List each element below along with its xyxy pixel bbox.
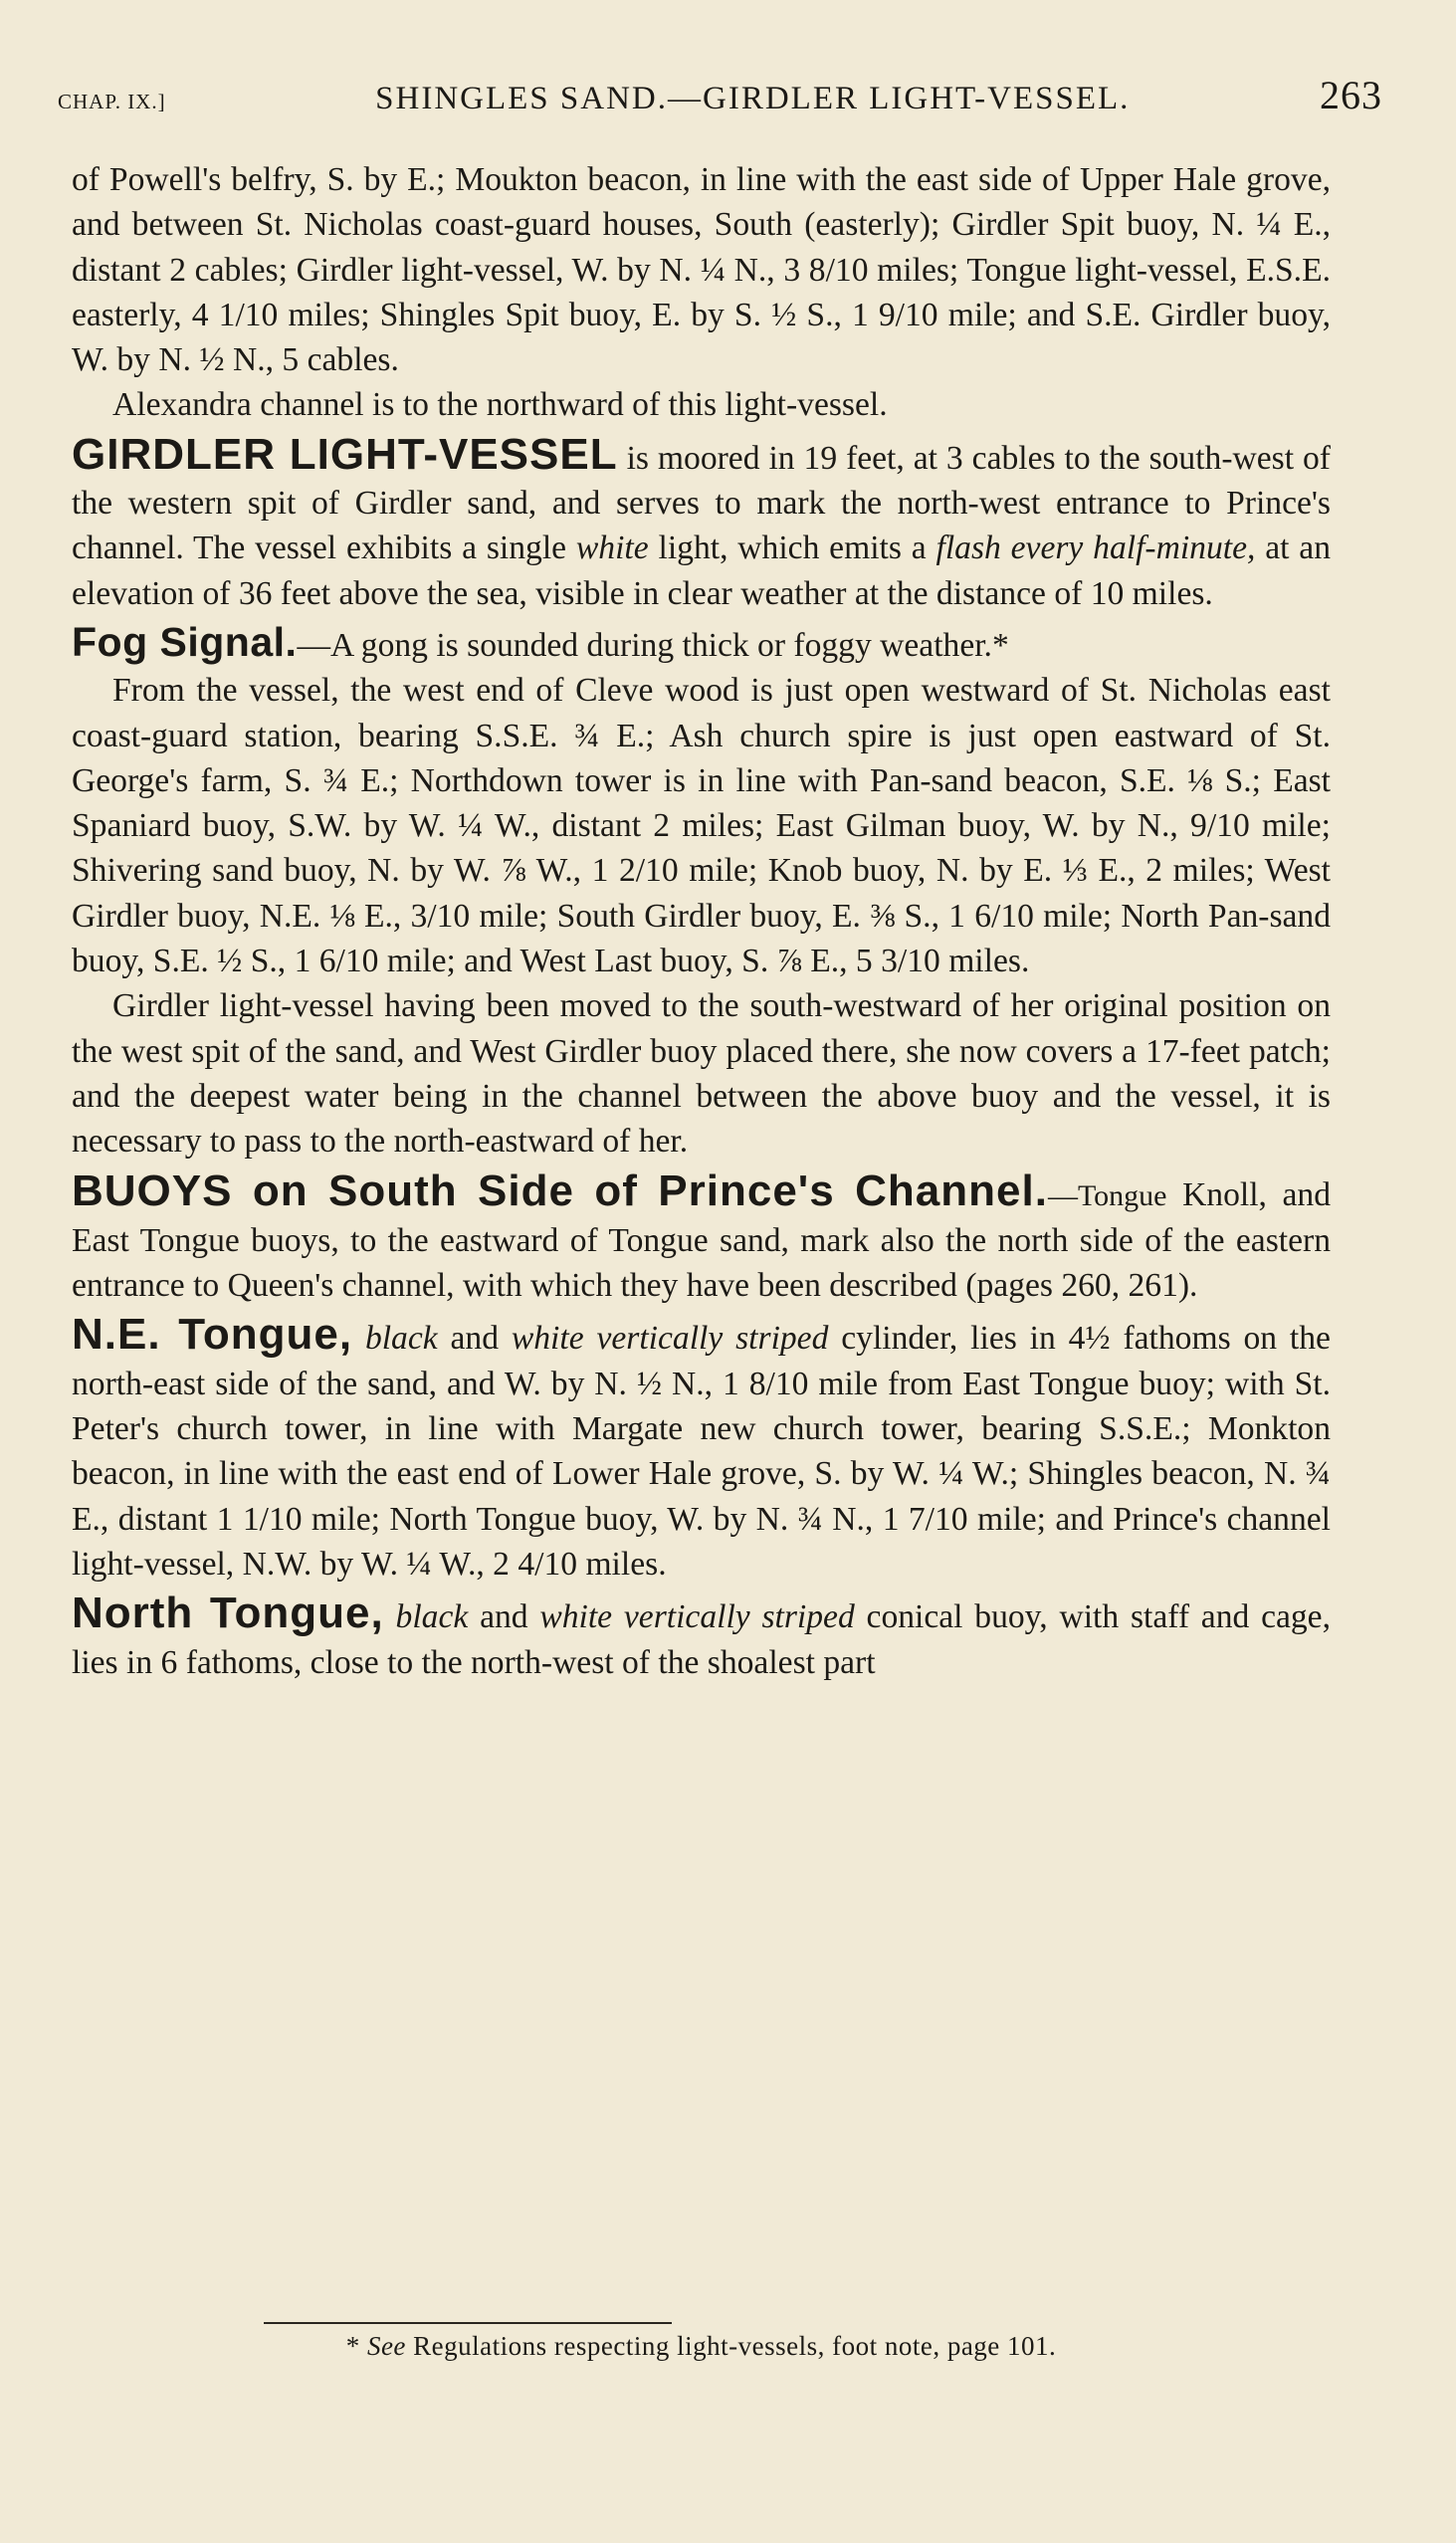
paragraph-text: light, which emits a [658, 530, 927, 567]
footnote [72, 2331, 1331, 2362]
section-heading: Fog Signal. [72, 618, 298, 665]
italic-term: white vertically striped [539, 1598, 855, 1636]
page-number: 263 [1320, 73, 1382, 117]
section-heading: GIRDLER LIGHT-VESSEL [72, 429, 618, 479]
paragraph-text: Girdler light-vessel having been moved to the south-westward of her original position on the west spit of the sand, and West Girdler buoy placed there, she now covers a 17-feet patch; and the deepest water being in the channel between the above buoy and the vessel, it is necessary to pass to the north-eastward of her. [72, 987, 1331, 1161]
italic-term: black [364, 1320, 438, 1358]
footnote-divider [264, 2322, 672, 2324]
paragraph-text: and [450, 1320, 499, 1358]
footnote-text: Regulations respecting light-vessels, foot note, page 101. [413, 2331, 1057, 2361]
paragraph-north-tongue [72, 1590, 1331, 1685]
paragraph-text: Alexandra channel is to the northward of this light-vessel. [112, 386, 888, 424]
paragraph-text: Knoll, and East Tongue buoys, to the eastward of Tongue sand, mark also the north side of the eastern entrance to Queen's channel, with which they have been described (pages 260, 261). [72, 1175, 1331, 1305]
paragraph-text: of Powell's belfry, S. by E.; Moukton beacon, in line with the east side of Upper Hale grove, and between St. Nicholas coast-guard houses, South (easterly); Girdler Spit buoy, N. ¼ E., distant 2 cables; Girdler light-vessel, W. by N. ¼ N., 3 8/10 miles; Tongue light-vessel, E.S.E. easterly, 4 1/10 miles; Shingles Spit buoy, E. by S. ½ S., 1 9/10 mile; and S.E. Girdler buoy, W. by N. ½ N., 5 cables. [72, 161, 1331, 379]
section-heading: BUOYS on South Side of Prince's Channel. [72, 1166, 1048, 1215]
section-heading: N.E. Tongue, [72, 1310, 353, 1360]
paragraph-ne-tongue [72, 1312, 1331, 1587]
paragraph-text: conical buoy, with staff and cage, lies in 6 fathoms, close to the north-west of the shoalest part [72, 1598, 1331, 1681]
paragraph-text: and [480, 1598, 528, 1636]
paragraph-fog-signal [72, 620, 1331, 668]
heading-tail: —Tongue [1047, 1178, 1167, 1212]
paragraph-powells-belfry [72, 157, 1331, 382]
paragraph-text: is moored in 19 feet, at 3 cables to the south-west of the western spit of Girdler sand, and serves to mark the north-west entrance to Prince's channel. The vessel exhibits a single [72, 439, 1331, 567]
paragraph-text: From the vessel, the west end of Cleve wood is just open westward of St. Nicholas east coast-guard station, bearing S.S.E. ¾ E.; Ash church spire is just open eastward of St. George's farm, S. ¾ E.; Northdown tower is in line with Pan-sand beacon, S.E. ⅛ S.; East Spaniard buoy, S.W. by W. ¼ W., distant 2 miles; East Gilman buoy, W. by N., 9/10 mile; Shivering sand buoy, N. by W. ⅞ W., 1 2/10 mile; Knob buoy, N. by E. ⅓ E., 2 miles; West Girdler buoy, N.E. ⅛ E., 3/10 mile; South Girdler buoy, E. ⅜ S., 1 6/10 mile; North Pan-sand buoy, S.E. ½ S., 1 6/10 mile; and West Last buoy, S. ⅞ E., 5 3/10 miles. [72, 672, 1331, 980]
italic-term: white vertically striped [511, 1320, 829, 1358]
paragraph-vessel-moved [72, 983, 1331, 1164]
paragraph-alexandra-channel [72, 382, 1331, 427]
italic-term: black [395, 1598, 469, 1636]
paragraph-text: —A gong is sounded during thick or foggy weather.* [297, 626, 1009, 664]
footnote-mark: * [345, 2331, 360, 2361]
running-header [58, 72, 1382, 118]
page-title: SHINGLES SAND.—GIRDLER LIGHT-VESSEL. [375, 81, 1131, 116]
page-body [72, 157, 1331, 1685]
italic-term: flash every half-minute, [936, 530, 1256, 567]
paragraph-girdler-light-vessel [72, 429, 1331, 616]
chapter-label: CHAP. IX.] [58, 90, 166, 113]
paragraph-buoys-south-side [72, 1168, 1331, 1309]
italic-term: white [575, 530, 649, 567]
footnote-italic: See [366, 2331, 406, 2361]
paragraph-text: at an elevation of 36 feet above the sea, visible in clear weather at the distance of 10 miles. [72, 530, 1331, 612]
section-heading: North Tongue, [72, 1589, 384, 1638]
paragraph-bearings-from-vessel [72, 668, 1331, 983]
paragraph-text: cylinder, lies in 4½ fathoms on the north-east side of the sand, and W. by N. ½ N., 1 8/10 mile from East Tongue buoy; with St. Peter's church tower, in line with Margate new church tower, bearing S.S.E.; Monkton beacon, in line with the east end of Lower Hale grove, S. by W. ¼ W.; Shingles beacon, N. ¾ E., distant 1 1/10 mile; North Tongue buoy, W. by N. ¾ N., 1 7/10 mile; and Prince's channel light-vessel, N.W. by W. ¼ W., 2 4/10 miles. [72, 1320, 1331, 1583]
